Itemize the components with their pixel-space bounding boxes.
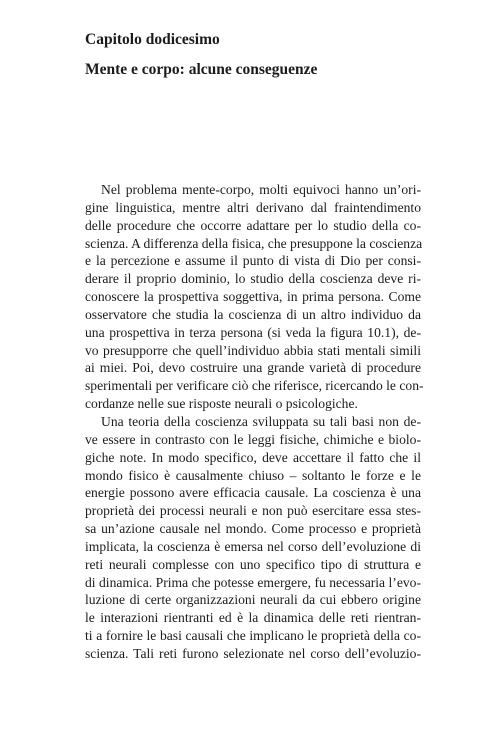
text-line: derare il proprio dominio, lo studio della coscienza deve ri- (85, 271, 421, 287)
text-line: e la percezione e assume il punto di vista di Dio per consi- (85, 253, 421, 269)
text-line: scienza. Tali reti furono selezionate nel corso dell’evoluzio- (85, 645, 421, 661)
text-line: proprietà dei processi neurali e non può esercitare essa stes- (85, 503, 421, 519)
text-line: reti neurali complesse con uno specifico tipo di struttura e (85, 556, 421, 572)
text-line: implicata, la coscienza è emersa nel corso dell’evoluzione di (85, 538, 421, 554)
text-line: Una teoria della coscienza sviluppata su tali basi non de- (101, 413, 421, 429)
text-line: sa un’azione causale nel mondo. Come processo e proprietà (85, 521, 421, 537)
text-line: scienza. A differenza della fisica, che presuppone la coscienza (85, 235, 423, 251)
text-line: luzione di certe organizzazioni neurali da cui ebbero origine (85, 592, 421, 608)
text-line: ai miei. Poi, devo costruire una grande varietà di procedure (85, 360, 421, 376)
text-line: di dinamica. Prima che potesse emergere, fu necessaria l’evo- (85, 574, 421, 590)
text-line: vo presupporre che quell’individuo abbia stati mentali simili (85, 342, 421, 358)
chapter-title: Mente e corpo: alcune conseguenze (85, 61, 318, 78)
chapter-number: Capitolo dodicesimo (85, 31, 220, 48)
text-line: conoscere la prospettiva soggettiva, in prima persona. Come (85, 289, 421, 305)
text-line: osservatore che studia la coscienza di un altro individuo da (85, 306, 421, 322)
body-text (85, 181, 424, 663)
text-line: cordanze nelle sue risposte neurali o psicologiche. (85, 396, 358, 412)
text-line: ti a fornire le basi causali che implicano le proprietà della co- (85, 628, 421, 644)
text-line: una prospettiva in terza persona (si veda la figura 10.1), de- (85, 324, 421, 340)
text-line: ve essere in contrasto con le leggi fisiche, chimiche e biolo- (85, 431, 421, 447)
text-line: delle procedure che occorre adattare per lo studio della co- (85, 217, 421, 233)
text-line: Nel problema mente-corpo, molti equivoci hanno un’ori- (101, 182, 421, 197)
text-line: sperimentali per verificare ciò che riferisce, ricercando le con- (85, 378, 424, 394)
text-line: gine linguistica, mentre altri derivano dal fraintendimento (85, 199, 421, 215)
text-line: energie possono avere efficacia causale. La coscienza è una (85, 485, 421, 501)
text-line: le interazioni rientranti ed è la dinamica delle reti rientran- (85, 610, 421, 626)
text-line: mondo fisico è causalmente chiuso – soltanto le forze e le (85, 467, 421, 483)
text-line: giche note. In modo specifico, deve accettare il fatto che il (85, 449, 421, 465)
